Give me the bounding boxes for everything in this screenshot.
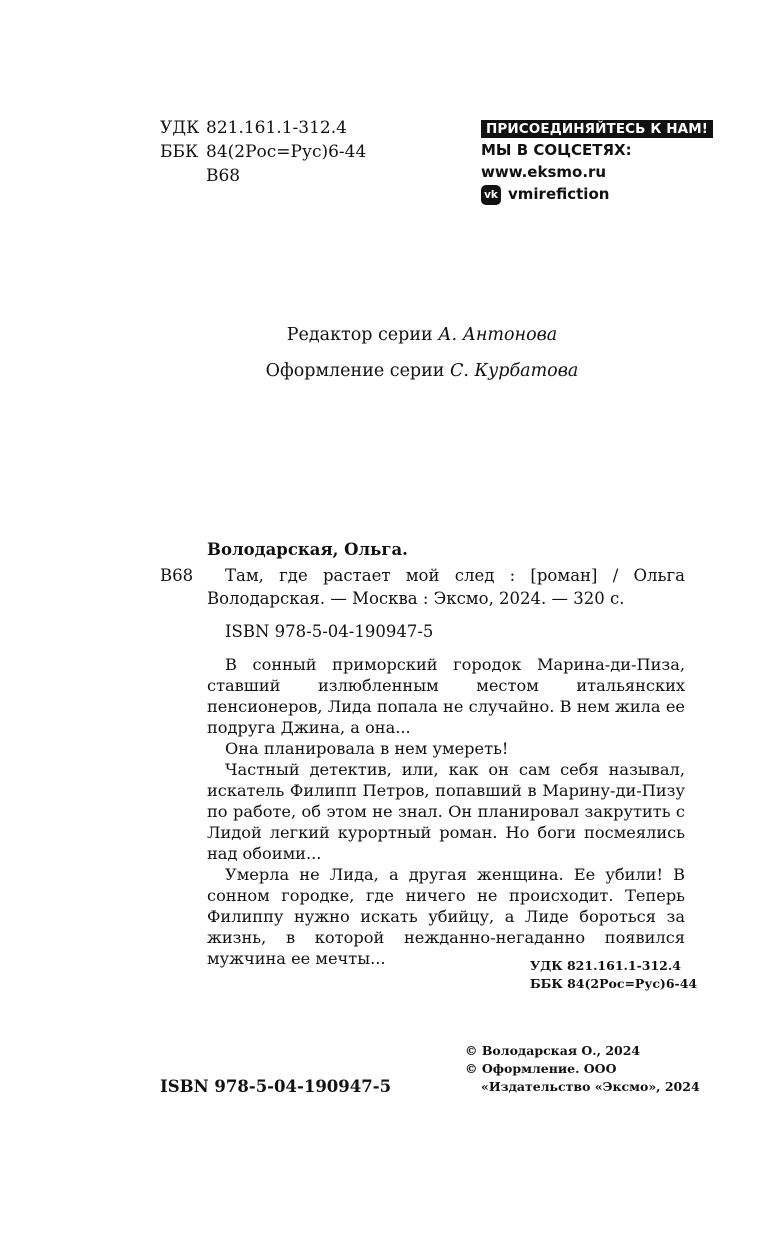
annotation — [207, 654, 685, 969]
design-name: С. Курбатова — [450, 361, 579, 381]
vk-handle[interactable]: vmirefiction — [508, 185, 610, 203]
website-link[interactable]: www.eksmo.ru — [481, 163, 607, 181]
annotation-paragraph: Умерла не Лида, а другая женщина. Ее убили! В сонном городке, где ничего не происходит. Теперь Филиппу нужно искать убийцу, а Лиде бороться за жизнь, в которой нежданно-негаданно появился мужчина ее мечты... — [207, 865, 685, 968]
udk-value: 821.161.1-312.4 — [206, 118, 347, 138]
bbk-value: 84(2Рос=Рус)6-44 — [206, 142, 367, 162]
short-codes — [530, 957, 697, 993]
author-code: В68 — [160, 566, 194, 585]
design-label: Оформление серии — [265, 361, 445, 381]
editor-credit — [0, 317, 768, 353]
series-credits — [0, 317, 768, 389]
bbk-row — [160, 140, 366, 164]
annotation-paragraph: Частный детектив, или, как он сам себя называл, искатель Филипп Петров, попавший в Марину-ди-Пизу по работе, об этом не знал. Он планировал закрутить с Лидой легкий курортный роман. Но боги посмеялись над обоими... — [207, 760, 685, 863]
title-description: Там, где растает мой след : [роман] / Ольга Володарская. — Москва : Эксмо, 2024. — 320 с. — [207, 566, 685, 608]
social-label: МЫ В СОЦСЕТЯХ: — [481, 141, 632, 159]
annotation-paragraph: В сонный приморский городок Марина-ди-Пиза, ставший излюбленным местом итальянских пенсионеров, Лида попала не случайно. В нем жила ее подруга Джина, а она... — [207, 655, 685, 737]
copyright-block — [465, 1042, 700, 1096]
udk-row — [160, 116, 366, 140]
bbk-key: ББК — [160, 142, 199, 162]
copyright-publisher: «Издательство «Эксмо», 2024 — [481, 1079, 700, 1094]
author-heading: Володарская, Ольга. — [207, 540, 408, 559]
classification-block — [160, 116, 366, 188]
copyright-design: © Оформление. ООО — [465, 1061, 617, 1076]
short-bbk: ББК 84(2Рос=Рус)6-44 — [530, 976, 698, 991]
isbn-record: ISBN 978-5-04-190947-5 — [225, 622, 434, 641]
isbn-footer: ISBN 978-5-04-190947-5 — [160, 1077, 392, 1096]
copyright-author: © Володарская О., 2024 — [465, 1043, 641, 1058]
short-udk: УДК 821.161.1-312.4 — [530, 958, 681, 973]
editor-name: А. Антонова — [438, 325, 558, 345]
join-banner: ПРИСОЕДИНЯЙТЕСЬ К НАМ! — [481, 120, 713, 138]
udk-key: УДК — [160, 118, 200, 138]
social-block — [481, 118, 713, 205]
author-code-key — [160, 164, 206, 188]
author-code-value: В68 — [206, 166, 241, 186]
editor-label: Редактор серии — [286, 325, 433, 345]
vk-icon: vk — [481, 185, 501, 205]
annotation-paragraph: Она планировала в нем умереть! — [225, 739, 509, 758]
author-code-row — [160, 164, 366, 188]
vk-row[interactable] — [481, 184, 713, 205]
design-credit — [0, 353, 768, 389]
